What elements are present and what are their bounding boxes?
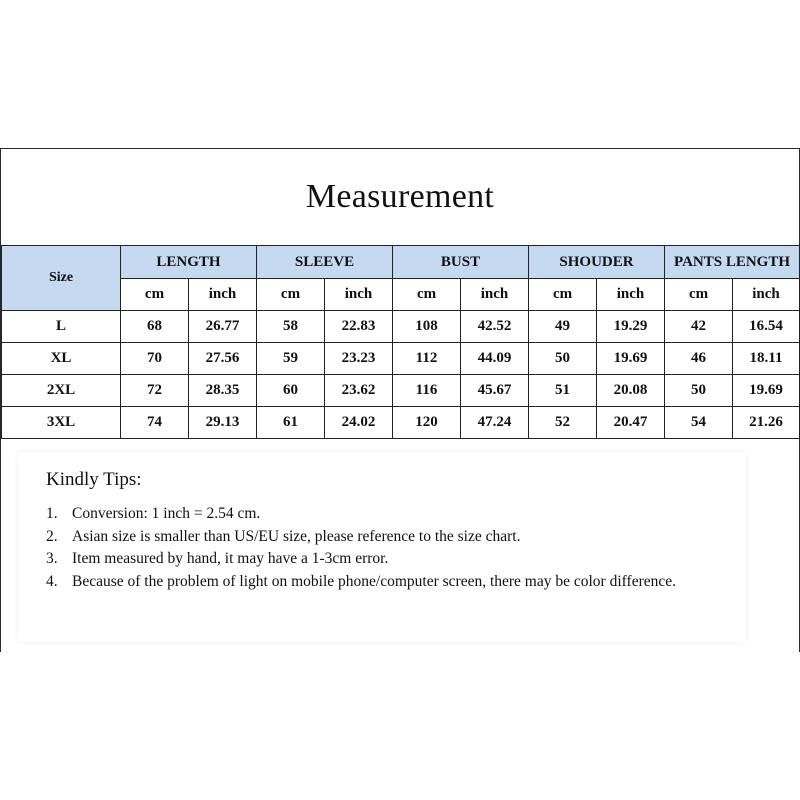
- table-cell: 29.13: [189, 407, 257, 439]
- table-cell: 54: [665, 407, 733, 439]
- size-column-header: Size: [2, 246, 121, 311]
- tip-text: Conversion: 1 inch = 2.54 cm.: [72, 505, 261, 522]
- table-cell: 47.24: [461, 407, 529, 439]
- table-cell: 72: [121, 375, 189, 407]
- tips-list: [46, 503, 686, 593]
- size-cell: 2XL: [2, 375, 121, 407]
- table-row: [2, 343, 800, 375]
- table-cell: 61: [257, 407, 325, 439]
- table-cell: 50: [665, 375, 733, 407]
- size-cell: L: [2, 311, 121, 343]
- size-cell: XL: [2, 343, 121, 375]
- tip-number: 1.: [46, 505, 58, 522]
- table-cell: 70: [121, 343, 189, 375]
- table-cell: 18.11: [733, 343, 800, 375]
- table-cell: 19.69: [597, 343, 665, 375]
- table-cell: 19.29: [597, 311, 665, 343]
- table-cell: 59: [257, 343, 325, 375]
- tip-text: Because of the problem of light on mobile phone/computer screen, there may be color difference.: [72, 572, 676, 590]
- table-cell: 45.67: [461, 375, 529, 407]
- group-header-shoulder: SHOUDER: [529, 246, 665, 279]
- table-cell: 23.23: [325, 343, 393, 375]
- list-item: [46, 571, 686, 594]
- table-cell: 58: [257, 311, 325, 343]
- list-item: [46, 526, 686, 549]
- table-cell: 27.56: [189, 343, 257, 375]
- table-cell: 108: [393, 311, 461, 343]
- table-cell: 20.47: [597, 407, 665, 439]
- unit-header-cm: cm: [257, 279, 325, 311]
- group-header-bust: BUST: [393, 246, 529, 279]
- tip-number: 4.: [46, 572, 58, 590]
- table-cell: 120: [393, 407, 461, 439]
- table-cell: 74: [121, 407, 189, 439]
- page-title: Measurement: [305, 178, 495, 215]
- unit-header-cm: cm: [121, 279, 189, 311]
- unit-header-cm: cm: [665, 279, 733, 311]
- unit-header-inch: inch: [597, 279, 665, 311]
- table-cell: 51: [529, 375, 597, 407]
- unit-header-cm: cm: [393, 279, 461, 311]
- table-cell: 49: [529, 311, 597, 343]
- table-cell: 42.52: [461, 311, 529, 343]
- unit-header-cm: cm: [529, 279, 597, 311]
- unit-header-inch: inch: [733, 279, 800, 311]
- table-cell: 44.09: [461, 343, 529, 375]
- table-cell: 23.62: [325, 375, 393, 407]
- tip-number: 3.: [46, 550, 58, 567]
- table-cell: 68: [121, 311, 189, 343]
- table-cell: 50: [529, 343, 597, 375]
- tip-text: Item measured by hand, it may have a 1-3cm error.: [72, 550, 389, 567]
- table-cell: 116: [393, 375, 461, 407]
- unit-header-inch: inch: [461, 279, 529, 311]
- table-cell: 21.26: [733, 407, 800, 439]
- table-row: [2, 407, 800, 439]
- list-item: [46, 548, 686, 571]
- unit-header-inch: inch: [325, 279, 393, 311]
- tip-number: 2.: [46, 527, 58, 545]
- size-chart-table: [1, 245, 800, 439]
- table-row: [2, 311, 800, 343]
- group-header-pants-length: PANTS LENGTH: [665, 246, 800, 279]
- table-cell: 60: [257, 375, 325, 407]
- unit-header-row: [2, 279, 800, 311]
- table-cell: 52: [529, 407, 597, 439]
- table-cell: 112: [393, 343, 461, 375]
- table-cell: 46: [665, 343, 733, 375]
- group-header-length: LENGTH: [121, 246, 257, 279]
- table-cell: 16.54: [733, 311, 800, 343]
- group-header-sleeve: SLEEVE: [257, 246, 393, 279]
- table-cell: 26.77: [189, 311, 257, 343]
- table-row: [2, 375, 800, 407]
- table-cell: 28.35: [189, 375, 257, 407]
- table-cell: 20.08: [597, 375, 665, 407]
- tips-title: Kindly Tips:: [46, 469, 142, 490]
- list-item: [46, 503, 686, 526]
- table-cell: 42: [665, 311, 733, 343]
- group-header-row: [2, 246, 800, 279]
- table-cell: 22.83: [325, 311, 393, 343]
- unit-header-inch: inch: [189, 279, 257, 311]
- size-cell: 3XL: [2, 407, 121, 439]
- table-cell: 24.02: [325, 407, 393, 439]
- table-cell: 19.69: [733, 375, 800, 407]
- tip-text: Asian size is smaller than US/EU size, please reference to the size chart.: [72, 527, 521, 545]
